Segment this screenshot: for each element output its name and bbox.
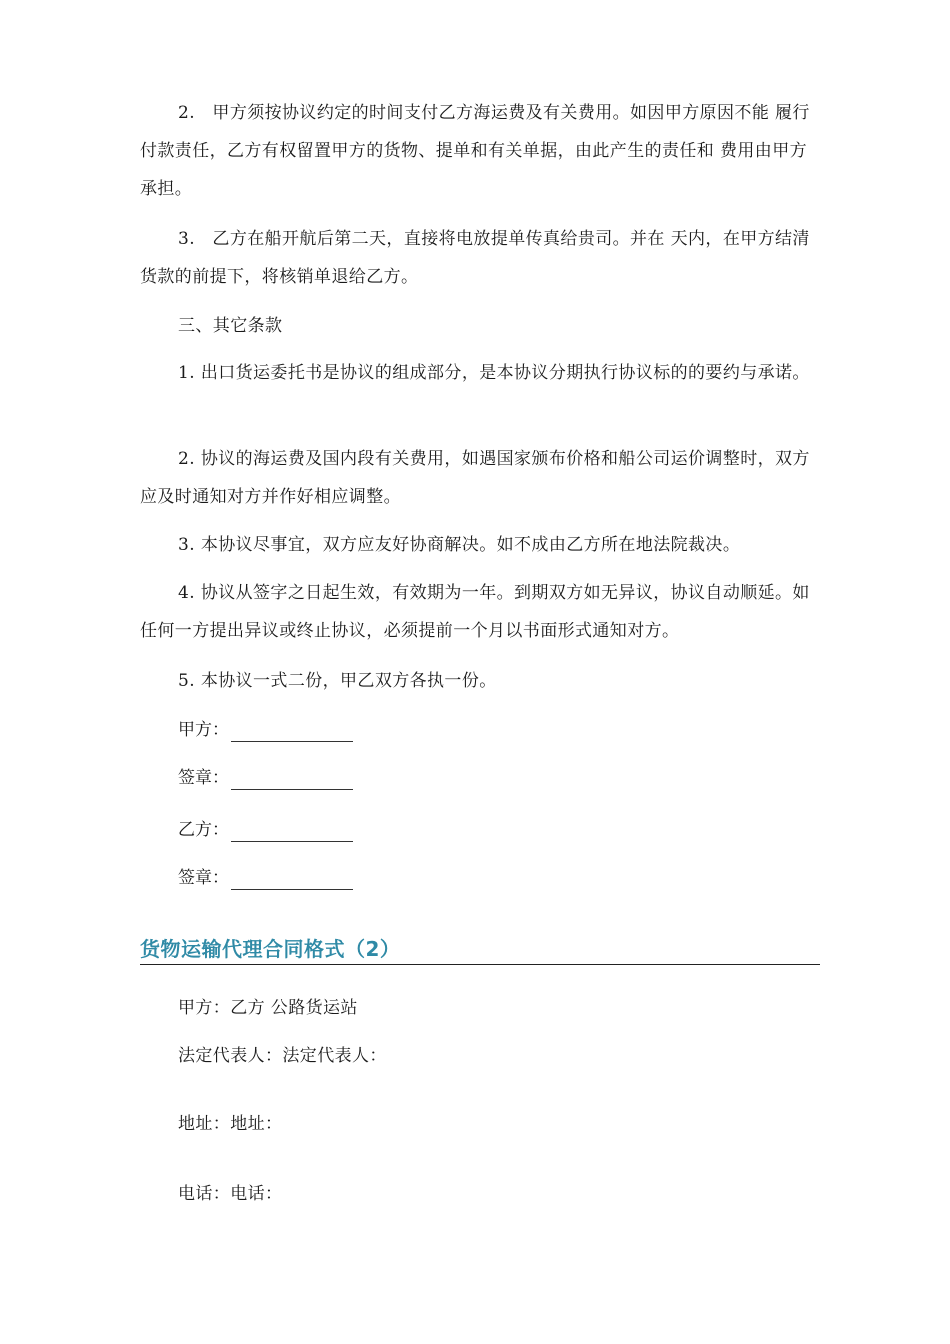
signature-label: 签章：: [178, 768, 229, 788]
other-term-5: 5. 本协议一式二份，甲乙双方各执一份。: [178, 671, 497, 691]
section-title-text: 货物运输代理合同格式（2）: [140, 937, 401, 961]
section-heading-other-terms: 三、其它条款: [178, 316, 283, 336]
signature-label: 甲方：: [178, 720, 229, 740]
phone-line: 电话：电话：: [178, 1184, 283, 1204]
legal-representative-line: 法定代表人：法定代表人：: [178, 1046, 387, 1066]
section-title: [140, 936, 820, 965]
signature-blank-line: [231, 871, 353, 890]
signature-blank-line: [231, 771, 353, 790]
signature-label: 签章：: [178, 868, 229, 888]
other-term-1: 1. 出口货运委托书是协议的组成部分，是本协议分期执行协议标的的要约与承诺。: [178, 363, 810, 383]
signature-party-b: [178, 818, 353, 842]
signature-blank-line: [231, 823, 353, 842]
other-term-2: 2. 协议的海运费及国内段有关费用，如遇国家颁布价格和船公司运价调整时，双方应及时通知对方并作好相应调整。: [140, 449, 810, 507]
signature-seal-a: [178, 766, 353, 790]
other-term-4: 4. 协议从签字之日起生效，有效期为一年。到期双方如无异议，协议自动顺延。如任何一方提出异议或终止协议，必须提前一个月以书面形式通知对方。: [140, 583, 810, 641]
parties-line: 甲方：乙方 公路货运站: [178, 998, 358, 1018]
signature-label: 乙方：: [178, 820, 229, 840]
clause-paragraph-2: 2. 甲方须按协议约定的时间支付乙方海运费及有关费用。如因甲方原因不能 履行付款责任，乙方有权留置甲方的货物、提单和有关单据，由此产生的责任和 费用由甲方承担。: [140, 103, 810, 199]
signature-party-a: [178, 718, 353, 742]
address-line: 地址：地址：: [178, 1114, 283, 1134]
signature-seal-b: [178, 866, 353, 890]
signature-blank-line: [231, 723, 353, 742]
other-term-3: 3. 本协议尽事宜，双方应友好协商解决。如不成由乙方所在地法院裁决。: [178, 535, 741, 555]
clause-paragraph-3: 3. 乙方在船开航后第二天，直接将电放提单传真给贵司。并在 天内，在甲方结清货款的前提下，将核销单退给乙方。: [140, 229, 810, 287]
